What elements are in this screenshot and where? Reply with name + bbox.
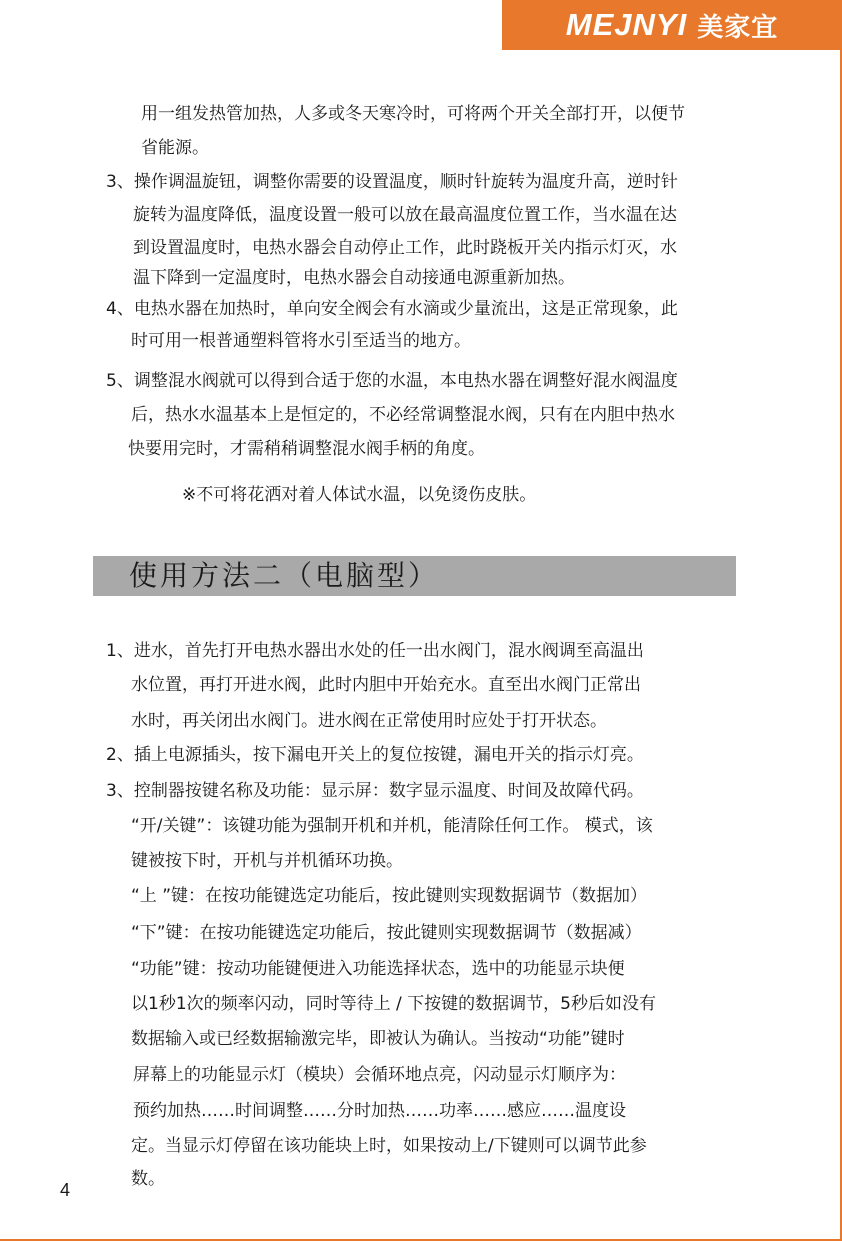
- list-item-2: 2、插上电源插头，按下漏电开关上的复位按键，漏电开关的指示灯亮。: [106, 745, 644, 765]
- list-item-3: 3、操作调温旋钮，调整你需要的设置温度，顺时针旋转为温度升高，逆时针: [106, 172, 678, 192]
- text-line: 用一组发热管加热，人多或冬天寒冷时，可将两个开关全部打开，以便节: [141, 104, 685, 124]
- text-line: 省能源。: [141, 138, 209, 158]
- text-line: 预约加热……时间调整……分时加热……功率……感应……温度设: [133, 1101, 626, 1121]
- text-line: 后，热水水温基本上是恒定的，不必经常调整混水阀，只有在内胆中热水: [131, 405, 675, 425]
- text-line: 水时，再关闭出水阀门。进水阀在正常使用时应处于打开状态。: [131, 711, 607, 731]
- brand-logo-chinese: 美家宜: [697, 12, 779, 43]
- text-line: 水位置，再打开进水阀，此时内胆中开始充水。直至出水阀门正常出: [131, 675, 641, 695]
- text-line: 键被按下时，开机与并机循环功换。: [131, 851, 403, 871]
- text-line: “上 ”键：在按功能键选定功能后，按此键则实现数据调节（数据加）: [131, 886, 648, 906]
- list-item-3: 3、控制器按键名称及功能：显示屏：数字显示温度、时间及故障代码。: [106, 781, 644, 801]
- page-number: 4: [60, 1180, 71, 1200]
- text-line: 数据输入或已经数据输激完毕，即被认为确认。当按动“功能”键时: [131, 1029, 625, 1049]
- text-line: 屏幕上的功能显示灯（模块）会循环地点亮，闪动显示灯顺序为：: [133, 1065, 626, 1085]
- text-line: “下”键：在按功能键选定功能后，按此键则实现数据调节（数据减）: [131, 923, 642, 943]
- brand-logo-latin: MEJNYI: [565, 7, 688, 42]
- text-line: 定。当显示灯停留在该功能块上时，如果按动上/下键则可以调节此参: [131, 1136, 647, 1156]
- text-line: 温下降到一定温度时，电热水器会自动接通电源重新加热。: [133, 268, 575, 288]
- section-heading-bar: [93, 556, 736, 596]
- text-line: 快要用完时，才需稍稍调整混水阀手柄的角度。: [128, 439, 485, 459]
- text-line: “功能”键：按动功能键便进入功能选择状态，选中的功能显示块便: [131, 959, 625, 979]
- warning-note: ※不可将花洒对着人体试水温，以免烫伤皮肤。: [182, 485, 537, 505]
- section-title: 使用方法二（电脑型）: [129, 559, 440, 592]
- text-line: 旋转为温度降低，温度设置一般可以放在最高温度位置工作，当水温在达: [133, 205, 677, 225]
- list-item-1: 1、进水，首先打开电热水器出水处的任一出水阀门，混水阀调至高温出: [106, 641, 644, 661]
- list-item-5: 5、调整混水阀就可以得到合适于您的水温，本电热水器在调整好混水阀温度: [106, 371, 678, 391]
- brand-banner: [502, 0, 842, 50]
- text-line: 到设置温度时，电热水器会自动停止工作，此时跷板开关内指示灯灭，水: [133, 238, 677, 258]
- list-item-4: 4、电热水器在加热时，单向安全阀会有水滴或少量流出，这是正常现象，此: [106, 299, 678, 319]
- text-line: “开/关键”：该键功能为强制开机和并机，能清除任何工作。 模式，该: [131, 816, 653, 836]
- text-line: 时可用一根普通塑料管将水引至适当的地方。: [131, 331, 471, 351]
- text-line: 以1秒1次的频率闪动，同时等待上 / 下按键的数据调节，5秒后如没有: [131, 994, 656, 1014]
- text-line: 数。: [131, 1169, 165, 1189]
